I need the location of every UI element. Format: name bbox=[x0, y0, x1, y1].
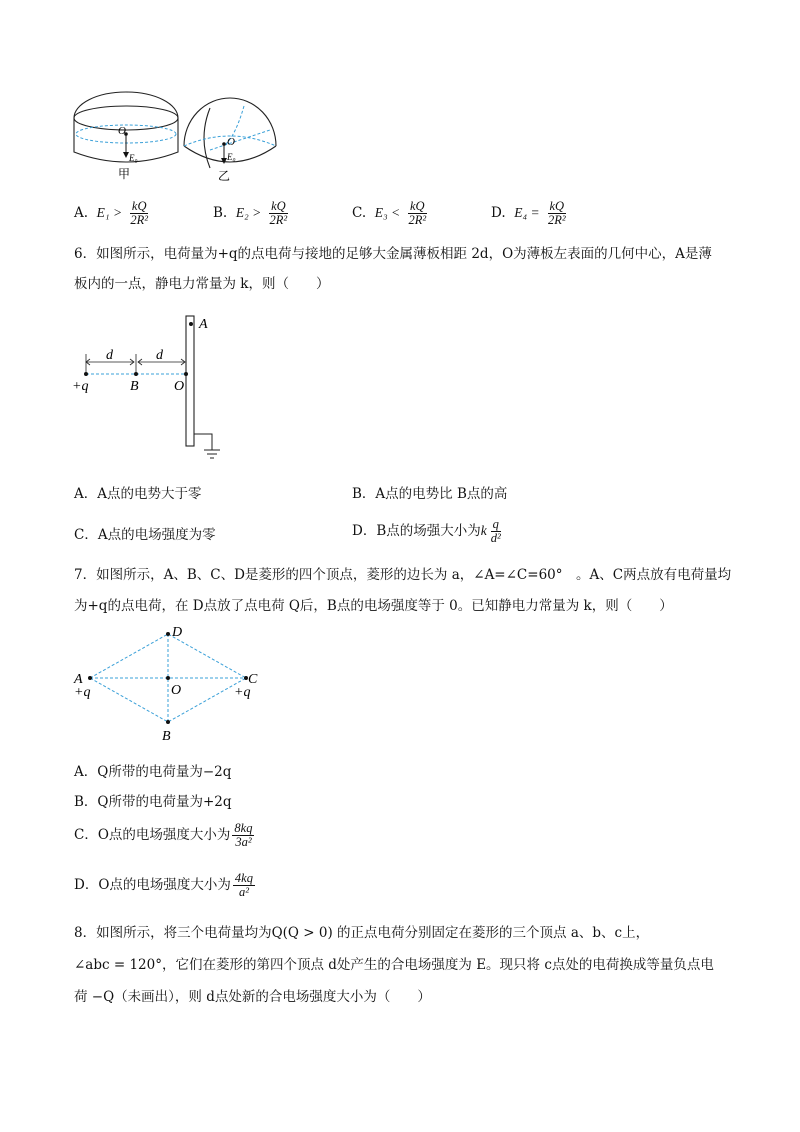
q5-option-b: B. E₂ > $\frac{kQ}{\text{2R²}}$ bbox=[213, 199, 288, 227]
label-qc: +q bbox=[234, 685, 251, 700]
label-jia: 甲 bbox=[118, 167, 131, 181]
label-o-jia: O bbox=[118, 125, 126, 137]
q7-option-b: B．Q所带的电荷量为+2q bbox=[74, 794, 232, 810]
q7-stem-line2: 为+q的点电荷，在 D点放了点电荷 Q后，B点的电场强度等于 0。已知静电力常量为 k，则（ ） bbox=[74, 598, 673, 614]
q6-stem-line1: 6．如图所示，电荷量为+q的点电荷与接地的足够大金属薄板相距 2d，O为薄板左表面的几何中心，A是薄 bbox=[74, 246, 712, 262]
hemisphere-yi bbox=[184, 98, 276, 183]
hemisphere-figures bbox=[60, 88, 290, 188]
q8-stem-line1: 8．如图所示，将三个电荷量均为Q(Q > 0) 的正点电荷分别固定在菱形的三个顶点 a、b、c上， bbox=[74, 925, 650, 941]
q6-option-d: D．B点的场强大小为k $\frac{q}{\text{d²}}$ bbox=[352, 517, 501, 545]
q6-stem-line2: 板内的一点，静电力常量为 k，则（ ） bbox=[74, 276, 330, 292]
rhombus-figure bbox=[70, 620, 270, 748]
label-yi: 乙 bbox=[218, 169, 231, 183]
label-o: O bbox=[171, 683, 182, 698]
label-d: D bbox=[172, 625, 183, 640]
q7-stem-line1: 7．如图所示，A、B、C、D是菱形的四个顶点，菱形的边长为 a，∠A=∠C=60° 。A、C两点放有电荷量均 bbox=[74, 567, 732, 583]
hemisphere-jia bbox=[74, 92, 178, 181]
label-a: A bbox=[74, 672, 83, 687]
q5-option-a: A. E₁ > $\frac{kQ}{\text{2R²}}$ bbox=[74, 199, 149, 227]
q8-stem-line2: ∠abc = 120°，它们在菱形的第四个顶点 d处产生的合电场强度为 E。现只将 c点处的电荷换成等量负点电 bbox=[74, 957, 714, 973]
q7-option-c: C．O点的电场强度大小为 $\frac{8kq}{\text{3a²}}$ bbox=[74, 821, 253, 849]
q7-option-a: A．Q所带的电荷量为−2q bbox=[74, 764, 232, 780]
label-o: O bbox=[174, 379, 185, 394]
q7-option-d: D．O点的电场强度大小为 $\frac{4kq}{\text{a²}}$ bbox=[74, 871, 253, 899]
label-e0-yi: E₀ bbox=[227, 152, 236, 162]
label-d1: d bbox=[106, 348, 113, 363]
q6-option-a: A．A点的电势大于零 bbox=[74, 486, 202, 502]
label-qa: +q bbox=[74, 685, 91, 700]
q8-stem-line3: 荷 −Q（未画出），则 d点处新的合电场强度大小为（ ） bbox=[74, 989, 431, 1005]
label-b: B bbox=[130, 379, 139, 394]
label-o-yi: O bbox=[227, 136, 235, 148]
metal-plate-figure bbox=[68, 310, 238, 470]
q5-option-d: D. E₄ = $\frac{kQ}{\text{2R²}}$ bbox=[491, 199, 566, 227]
label-b: B bbox=[162, 729, 171, 744]
q6-option-c: C．A点的电场强度为零 bbox=[74, 527, 216, 543]
q5-option-c: C. E₃ < $\frac{kQ}{\text{2R²}}$ bbox=[352, 199, 427, 227]
q6-option-b: B．A点的电势比 B点的高 bbox=[352, 486, 508, 502]
label-c: C bbox=[248, 672, 258, 687]
label-d2: d bbox=[156, 348, 163, 363]
label-a: A bbox=[199, 317, 208, 332]
label-e0-jia: E₀ bbox=[129, 153, 138, 163]
label-charge: +q bbox=[72, 379, 89, 394]
